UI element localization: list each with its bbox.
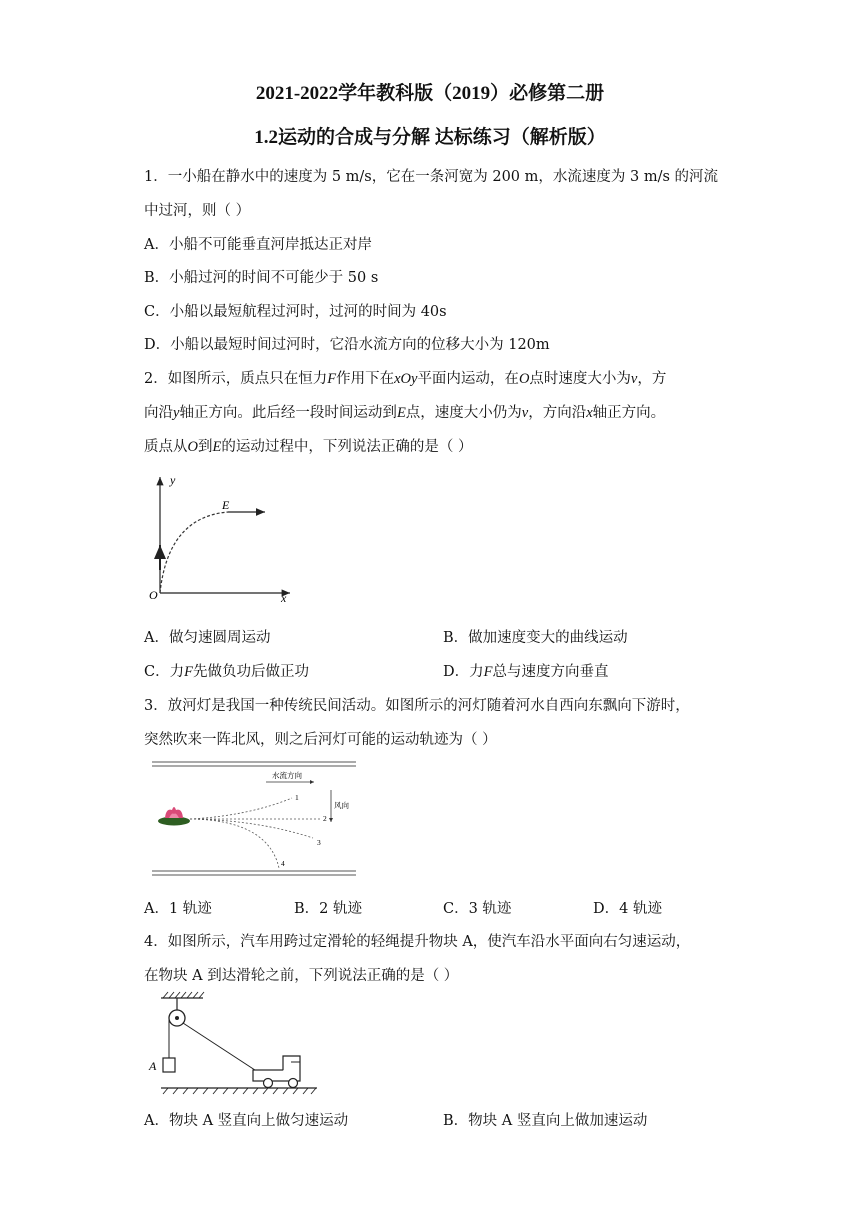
q3-fig-track-3: 3 — [317, 838, 321, 847]
q3-river-figure — [148, 758, 360, 880]
q3-option-a: A．1 轨迹 — [144, 901, 212, 917]
q4-pulley-figure — [145, 990, 325, 1100]
block-a — [163, 1058, 175, 1072]
q1-stem-line1: 1．一小船在静水中的速度为 5 m/s，它在一条河宽为 200 m，水流速度为 3 m/s 的河流 — [144, 169, 719, 185]
q2-motion-figure — [140, 465, 300, 605]
q3-option-b: B．2 轨迹 — [294, 901, 362, 917]
q4-fig-label-a: A — [149, 1059, 157, 1073]
q2-option-a: A．做匀速圆周运动 — [144, 630, 271, 646]
q2-fig-label-y: y — [170, 473, 176, 487]
q2-option-d: D．力F总与速度方向垂直 — [443, 664, 609, 680]
q1-option-a: A．小船不可能垂直河岸抵达正对岸 — [144, 237, 372, 253]
q1-option-b: B．小船过河的时间不可能少于 50 s — [144, 270, 379, 286]
q3-fig-track-2: 2 — [323, 814, 327, 823]
q3-option-c: C．3 轨迹 — [443, 901, 512, 917]
q2-stem-line2: 向沿y轴正方向。此后经一段时间运动到E点，速度大小仍为v，方向沿x轴正方向。 — [144, 405, 666, 421]
document-subtitle: 1.2运动的合成与分解 达标练习（解析版） — [254, 127, 606, 148]
q2-option-b: B．做加速度变大的曲线运动 — [443, 630, 628, 646]
q4-stem-line2: 在物块 A 到达滑轮之前，下列说法正确的是（ ） — [144, 968, 459, 984]
q2-option-c: C．力F先做负功后做正功 — [144, 664, 309, 680]
q4-option-a: A．物块 A 竖直向上做匀速运动 — [144, 1113, 349, 1129]
q3-option-d: D．4 轨迹 — [593, 901, 662, 917]
q3-fig-flow-label: 水流方向 — [272, 771, 302, 780]
q3-stem-line1: 3．放河灯是我国一种传统民间活动。如图所示的河灯随着河水自西向东飘向下游时， — [144, 698, 690, 714]
q1-stem-line2: 中过河，则（ ） — [144, 203, 251, 219]
q3-fig-track-4: 4 — [281, 859, 285, 868]
q4-option-b: B．物块 A 竖直向上做加速运动 — [443, 1113, 648, 1129]
q2-fig-label-o: O — [149, 588, 158, 602]
q2-stem-line3: 质点从O到E的运动过程中，下列说法正确的是（ ） — [144, 439, 473, 455]
q3-stem-line2: 突然吹来一阵北风，则之后河灯可能的运动轨迹为（ ） — [144, 732, 497, 748]
q2-fig-label-x: x — [281, 591, 287, 605]
truck-icon — [253, 1056, 300, 1088]
q3-fig-wind-label: 风向 — [334, 801, 349, 810]
q2-fig-label-e: E — [222, 498, 230, 512]
document-title: 2021-2022学年教科版（2019）必修第二册 — [255, 83, 605, 104]
q1-option-d: D．小船以最短时间过河时，它沿水流方向的位移大小为 120m — [144, 337, 550, 353]
q4-stem-line1: 4．如图所示，汽车用跨过定滑轮的轻绳提升物块 A，使汽车沿水平面向右匀速运动， — [144, 934, 691, 950]
q2-stem-line1: 2．如图所示，质点只在恒力F作用下在xOy平面内运动，在O点时速度大小为v，方 — [144, 371, 667, 387]
q1-option-c: C．小船以最短航程过河时，过河的时间为 40s — [144, 304, 447, 320]
lotus-lantern-icon — [158, 807, 190, 826]
q3-fig-track-1: 1 — [295, 793, 299, 802]
